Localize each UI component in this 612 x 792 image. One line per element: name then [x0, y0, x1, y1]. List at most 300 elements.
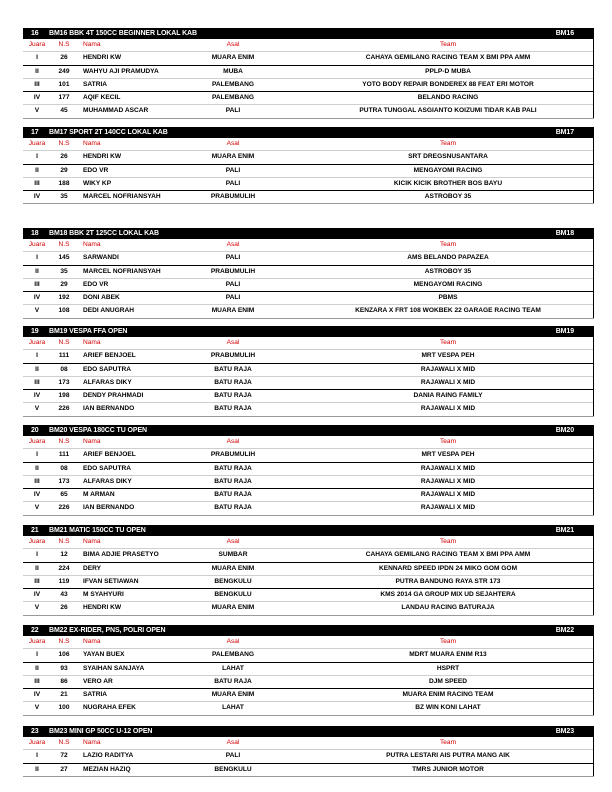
- cell-asal: BATU RAJA: [214, 464, 252, 472]
- cell-asal: MUARA ENIM: [211, 604, 255, 612]
- section-code: BM19: [555, 328, 574, 335]
- col-nama-header: Nama: [83, 339, 101, 346]
- cell-asal: BATU RAJA: [214, 378, 252, 386]
- section-title: BM22 EX-RIDER, PNS, POLRI OPEN: [49, 627, 166, 634]
- cell-juara: IV: [33, 294, 41, 302]
- cell-juara: II: [35, 464, 39, 472]
- table-row: [23, 475, 594, 488]
- cell-team: LANDAU RACING BATURAJA: [401, 604, 495, 612]
- cell-asal: BATU RAJA: [214, 365, 252, 373]
- col-asal-header: Asal: [226, 438, 240, 445]
- table-right-border: [593, 138, 594, 203]
- cell-juara: II: [35, 765, 39, 773]
- cell-juara: IV: [33, 94, 41, 102]
- cell-juara: III: [34, 577, 40, 585]
- section-header-bar: [23, 625, 594, 636]
- cell-ns: 188: [58, 179, 70, 187]
- cell-asal: LAHAT: [222, 664, 244, 672]
- table-row: [23, 389, 594, 402]
- cell-juara: I: [36, 153, 38, 161]
- table-row: [23, 376, 594, 389]
- col-ns-header: N.S: [58, 438, 70, 445]
- cell-nama: WAHYU AJI PRAMUDYA: [83, 67, 159, 75]
- column-header-row: [23, 737, 594, 749]
- cell-asal: MUARA ENIM: [211, 307, 255, 315]
- cell-team: AMS BELANDO PAPAZEA: [407, 254, 489, 262]
- cell-asal: PRABUMULIH: [210, 352, 256, 360]
- cell-juara: IV: [33, 691, 41, 699]
- cell-asal: LAHAT: [222, 704, 244, 712]
- section-code: BM17: [555, 129, 574, 136]
- cell-nama: M ARMAN: [83, 491, 115, 499]
- cell-juara: II: [35, 664, 39, 672]
- cell-ns: 198: [58, 392, 70, 400]
- cell-ns: 106: [58, 651, 70, 659]
- table-row: [23, 688, 594, 701]
- table-row: [23, 562, 594, 575]
- cell-juara: IV: [33, 193, 41, 201]
- section-title: BM17 SPORT 2T 140CC LOKAL KAB: [49, 129, 168, 136]
- col-nama-header: Nama: [83, 538, 101, 545]
- col-team-header: Team: [439, 739, 457, 746]
- cell-asal: BENGKULU: [214, 577, 252, 585]
- cell-team: KENNARD SPEED IPDN 24 MIKO GOM GOM: [378, 564, 518, 572]
- cell-nama: SATRIA: [83, 691, 108, 699]
- col-ns-header: N.S: [58, 241, 70, 248]
- section-header-bar: [23, 127, 594, 138]
- cell-asal: BATU RAJA: [214, 677, 252, 685]
- cell-team: ASTROBOY 35: [424, 267, 472, 275]
- table-row: [23, 150, 594, 163]
- table-row: [23, 51, 594, 64]
- table-right-border: [593, 436, 594, 515]
- cell-ns: 100: [58, 704, 70, 712]
- cell-team: MENGAYOMI RACING: [413, 166, 483, 174]
- cell-ns: 29: [60, 166, 68, 174]
- cell-nama: MARCEL NOFRIANSYAH: [83, 193, 161, 201]
- results-section: [23, 625, 594, 716]
- col-asal-header: Asal: [226, 41, 240, 48]
- cell-nama: ALFARAS DIKY: [83, 477, 132, 485]
- column-header-row: [23, 337, 594, 349]
- col-juara-header: Juara: [28, 739, 46, 746]
- cell-team: MRT VESPA PEH: [421, 451, 475, 459]
- cell-juara: IV: [33, 392, 41, 400]
- cell-ns: 72: [60, 752, 68, 760]
- results-section: [23, 326, 594, 417]
- section-title: BM18 BBK 2T 125CC LOKAL KAB: [49, 230, 159, 237]
- table-right-border: [593, 337, 594, 416]
- table-row: [23, 291, 594, 304]
- cell-juara: V: [34, 604, 40, 612]
- cell-juara: II: [35, 365, 39, 373]
- table-row: [23, 65, 594, 78]
- cell-team: CAHAYA GEMILANG RACING TEAM X BMI PPA AMM: [365, 551, 531, 559]
- cell-ns: 29: [60, 280, 68, 288]
- cell-nama: NUGRAHA EFEK: [83, 704, 136, 712]
- section-header-bar: [23, 525, 594, 536]
- cell-asal: PALEMBANG: [211, 94, 254, 102]
- section-title: BM21 MATIC 150CC TU OPEN: [49, 527, 146, 534]
- cell-asal: BATU RAJA: [214, 504, 252, 512]
- table-row: [23, 104, 594, 117]
- cell-team: CAHAYA GEMILANG RACING TEAM X BMI PPA AMM: [365, 54, 531, 62]
- cell-ns: 93: [60, 664, 68, 672]
- cell-ns: 08: [60, 365, 68, 373]
- cell-ns: 43: [60, 591, 68, 599]
- section-number: 17: [31, 129, 39, 136]
- cell-team: RAJAWALI X MID: [420, 464, 476, 472]
- results-section: [23, 425, 594, 516]
- cell-juara: III: [34, 677, 40, 685]
- cell-nama: EDO VR: [83, 280, 109, 288]
- section-code: BM22: [555, 627, 574, 634]
- col-team-header: Team: [439, 438, 457, 445]
- table-row: [23, 575, 594, 588]
- cell-team: PBMS: [438, 294, 458, 302]
- cell-juara: V: [34, 405, 40, 413]
- cell-ns: 224: [58, 564, 70, 572]
- cell-ns: 86: [60, 677, 68, 685]
- cell-juara: II: [35, 67, 39, 75]
- table-row: [23, 701, 594, 714]
- cell-juara: IV: [33, 591, 41, 599]
- results-section: [23, 127, 594, 204]
- cell-team: DANIA RAING FAMILY: [413, 392, 483, 400]
- cell-nama: BIMA ADJIE PRASETYO: [83, 551, 159, 559]
- section-title: BM23 MINI GP 50CC U-12 OPEN: [49, 728, 153, 735]
- cell-nama: IAN BERNANDO: [83, 405, 135, 413]
- cell-asal: BENGKULU: [214, 591, 252, 599]
- cell-nama: MEZIAN HAZIQ: [83, 765, 131, 773]
- cell-ns: 08: [60, 464, 68, 472]
- cell-team: ASTROBOY 35: [424, 193, 472, 201]
- section-header-bar: [23, 425, 594, 436]
- cell-team: SRT DREGSNUSANTARA: [408, 153, 488, 161]
- table-row: [23, 91, 594, 104]
- col-nama-header: Nama: [83, 41, 101, 48]
- col-juara-header: Juara: [28, 140, 46, 147]
- col-ns-header: N.S: [58, 140, 70, 147]
- col-juara-header: Juara: [28, 241, 46, 248]
- table-row: [23, 462, 594, 475]
- cell-ns: 27: [60, 765, 68, 773]
- table-right-border: [593, 737, 594, 776]
- cell-ns: 226: [58, 405, 70, 413]
- column-header-row: [23, 138, 594, 150]
- cell-asal: PALI: [225, 254, 241, 262]
- col-juara-header: Juara: [28, 538, 46, 545]
- cell-asal: MUARA ENIM: [211, 564, 255, 572]
- cell-juara: III: [34, 80, 40, 88]
- col-ns-header: N.S: [58, 339, 70, 346]
- table-row: [23, 278, 594, 291]
- cell-juara: I: [36, 651, 38, 659]
- cell-asal: PALEMBANG: [211, 80, 254, 88]
- cell-juara: V: [34, 107, 40, 115]
- table-row: [23, 164, 594, 177]
- section-title: BM20 VESPA 180CC TU OPEN: [49, 427, 147, 434]
- cell-nama: EDO SAPUTRA: [83, 464, 131, 472]
- cell-ns: 12: [60, 551, 68, 559]
- col-ns-header: N.S: [58, 638, 70, 645]
- cell-juara: V: [34, 307, 40, 315]
- table-row: [23, 177, 594, 190]
- table-right-border: [593, 39, 594, 118]
- col-juara-header: Juara: [28, 41, 46, 48]
- cell-nama: IAN BERNANDO: [83, 504, 135, 512]
- table-row: [23, 588, 594, 601]
- cell-nama: EDO VR: [83, 166, 109, 174]
- cell-juara: I: [36, 451, 38, 459]
- col-juara-header: Juara: [28, 438, 46, 445]
- section-title: BM16 BBK 4T 150CC BEGINNER LOKAL KAB: [49, 30, 197, 37]
- col-ns-header: N.S: [58, 41, 70, 48]
- cell-team: RAJAWALI X MID: [420, 378, 476, 386]
- cell-nama: SARWANDI: [83, 254, 119, 262]
- col-asal-header: Asal: [226, 638, 240, 645]
- cell-juara: I: [36, 551, 38, 559]
- column-header-row: [23, 536, 594, 548]
- cell-nama: HENDRI KW: [83, 54, 122, 62]
- cell-asal: BENGKULU: [214, 765, 252, 773]
- results-section: [23, 228, 594, 319]
- cell-juara: I: [36, 54, 38, 62]
- col-asal-header: Asal: [226, 739, 240, 746]
- cell-asal: PALI: [225, 179, 241, 187]
- cell-asal: BATU RAJA: [214, 477, 252, 485]
- cell-ns: 65: [60, 491, 68, 499]
- cell-asal: BATU RAJA: [214, 405, 252, 413]
- col-team-header: Team: [439, 41, 457, 48]
- cell-ns: 192: [58, 294, 70, 302]
- section-number: 18: [31, 230, 39, 237]
- cell-ns: 26: [60, 604, 68, 612]
- column-header-row: [23, 636, 594, 648]
- cell-asal: PALEMBANG: [211, 651, 254, 659]
- cell-ns: 35: [60, 267, 68, 275]
- column-header-row: [23, 239, 594, 251]
- col-asal-header: Asal: [226, 538, 240, 545]
- cell-nama: LAZIO RADITYA: [83, 752, 134, 760]
- cell-nama: M SYAHYURI: [83, 591, 124, 599]
- table-row: [23, 402, 594, 415]
- results-section: [23, 525, 594, 616]
- cell-team: KICIK KICIK BROTHER BOS BAYU: [393, 179, 503, 187]
- cell-juara: III: [34, 378, 40, 386]
- cell-team: RAJAWALI X MID: [420, 405, 476, 413]
- section-number: 20: [31, 427, 39, 434]
- cell-nama: ALFARAS DIKY: [83, 378, 132, 386]
- cell-ns: 173: [58, 378, 70, 386]
- col-nama-header: Nama: [83, 438, 101, 445]
- cell-ns: 101: [58, 80, 70, 88]
- cell-ns: 111: [58, 352, 70, 360]
- cell-team: KMS 2014 GA GROUP MIX UD SEJAHTERA: [380, 591, 516, 599]
- table-right-border: [593, 239, 594, 318]
- cell-ns: 177: [58, 94, 70, 102]
- table-row: [23, 648, 594, 661]
- section-number: 22: [31, 627, 39, 634]
- cell-nama: MARCEL NOFRIANSYAH: [83, 267, 161, 275]
- col-juara-header: Juara: [28, 638, 46, 645]
- cell-team: PUTRA TUNGGAL ASGIANTO KOIZUMI TIDAR KAB PALI: [359, 107, 537, 115]
- section-number: 16: [31, 30, 39, 37]
- cell-asal: PALI: [225, 107, 241, 115]
- table-row: [23, 349, 594, 362]
- col-asal-header: Asal: [226, 140, 240, 147]
- section-code: BM18: [555, 230, 574, 237]
- cell-ns: 249: [58, 67, 70, 75]
- cell-asal: MUARA ENIM: [211, 153, 255, 161]
- table-row: [23, 251, 594, 264]
- cell-juara: IV: [33, 491, 41, 499]
- col-ns-header: N.S: [58, 739, 70, 746]
- cell-team: RAJAWALI X MID: [420, 477, 476, 485]
- cell-nama: DENDY PRAHMADI: [83, 392, 144, 400]
- col-nama-header: Nama: [83, 241, 101, 248]
- cell-juara: III: [34, 280, 40, 288]
- table-row: [23, 662, 594, 675]
- cell-nama: SATRIA: [83, 80, 108, 88]
- cell-team: DJM SPEED: [428, 677, 468, 685]
- cell-team: RAJAWALI X MID: [420, 365, 476, 373]
- section-header-bar: [23, 28, 594, 39]
- cell-nama: MUHAMMAD ASCAR: [83, 107, 149, 115]
- cell-team: PUTRA BANDUNG RAYA STR 173: [395, 577, 501, 585]
- cell-juara: I: [36, 254, 38, 262]
- cell-nama: YAYAN BUEX: [83, 651, 125, 659]
- section-code: BM16: [555, 30, 574, 37]
- table-row: [23, 749, 594, 762]
- cell-nama: ARIEF BENJOEL: [83, 451, 136, 459]
- cell-nama: ARIEF BENJOEL: [83, 352, 136, 360]
- cell-ns: 119: [58, 577, 70, 585]
- cell-team: BZ WIN KONI LAHAT: [415, 704, 481, 712]
- cell-asal: MUARA ENIM: [211, 54, 255, 62]
- cell-nama: VERO AR: [83, 677, 113, 685]
- results-section: [23, 28, 594, 119]
- cell-asal: PALI: [225, 294, 241, 302]
- section-number: 19: [31, 328, 39, 335]
- cell-juara: I: [36, 352, 38, 360]
- cell-asal: PRABUMULIH: [210, 267, 256, 275]
- col-team-header: Team: [439, 241, 457, 248]
- section-code: BM20: [555, 427, 574, 434]
- cell-asal: PRABUMULIH: [210, 451, 256, 459]
- section-title: BM19 VESPA FFA OPEN: [49, 328, 128, 335]
- col-team-header: Team: [439, 140, 457, 147]
- table-row: [23, 763, 594, 776]
- results-section: [23, 726, 594, 777]
- cell-ns: 45: [60, 107, 68, 115]
- col-ns-header: N.S: [58, 538, 70, 545]
- cell-juara: II: [35, 166, 39, 174]
- cell-team: MDRT MUARA ENIM R13: [409, 651, 487, 659]
- cell-nama: EDO SAPUTRA: [83, 365, 131, 373]
- table-right-border: [593, 536, 594, 615]
- col-team-header: Team: [439, 638, 457, 645]
- cell-juara: V: [34, 504, 40, 512]
- cell-asal: PALI: [225, 166, 241, 174]
- section-header-bar: [23, 726, 594, 737]
- cell-nama: AQIF KECIL: [83, 94, 121, 102]
- cell-nama: WIKY KP: [83, 179, 112, 187]
- table-row: [23, 363, 594, 376]
- col-nama-header: Nama: [83, 638, 101, 645]
- cell-team: HSPRT: [436, 664, 460, 672]
- section-code: BM23: [555, 728, 574, 735]
- cell-team: TMRS JUNIOR MOTOR: [412, 765, 484, 773]
- cell-team: RAJAWALI X MID: [420, 504, 476, 512]
- table-row: [23, 190, 594, 203]
- cell-asal: MUARA ENIM: [211, 691, 255, 699]
- cell-team: MENGAYOMI RACING: [413, 280, 483, 288]
- cell-team: KENZARA X FRT 108 WOKBEK 22 GARAGE RACING TEAM: [355, 307, 541, 315]
- cell-asal: MUBA: [223, 67, 243, 75]
- cell-ns: 21: [60, 691, 68, 699]
- col-team-header: Team: [439, 339, 457, 346]
- cell-juara: V: [34, 704, 40, 712]
- cell-juara: III: [34, 179, 40, 187]
- cell-asal: PRABUMULIH: [210, 193, 256, 201]
- section-number: 21: [31, 527, 39, 534]
- table-row: [23, 304, 594, 317]
- cell-team: PUTRA LESTARI AIS PUTRA MANG AIK: [386, 752, 510, 760]
- cell-ns: 26: [60, 153, 68, 161]
- cell-ns: 35: [60, 193, 68, 201]
- table-row: [23, 548, 594, 561]
- table-row: [23, 448, 594, 461]
- col-nama-header: Nama: [83, 140, 101, 147]
- table-row: [23, 265, 594, 278]
- cell-nama: SYAIHAN SANJAYA: [83, 664, 145, 672]
- cell-nama: DEDI ANUGRAH: [83, 307, 135, 315]
- cell-juara: III: [34, 477, 40, 485]
- cell-juara: II: [35, 267, 39, 275]
- column-header-row: [23, 436, 594, 448]
- cell-ns: 26: [60, 54, 68, 62]
- cell-nama: DERY: [83, 564, 102, 572]
- table-row: [23, 501, 594, 514]
- cell-ns: 145: [58, 254, 70, 262]
- cell-juara: II: [35, 564, 39, 572]
- cell-nama: DONI ABEK: [83, 294, 120, 302]
- col-juara-header: Juara: [28, 339, 46, 346]
- cell-team: MRT VESPA PEH: [421, 352, 475, 360]
- col-nama-header: Nama: [83, 739, 101, 746]
- table-right-border: [593, 636, 594, 715]
- col-asal-header: Asal: [226, 339, 240, 346]
- cell-nama: HENDRI KW: [83, 153, 122, 161]
- cell-team: MUARA ENIM RACING TEAM: [402, 691, 494, 699]
- cell-ns: 108: [58, 307, 70, 315]
- section-header-bar: [23, 326, 594, 337]
- cell-nama: HENDRI KW: [83, 604, 122, 612]
- cell-asal: PALI: [225, 752, 241, 760]
- cell-team: PPLP-D MUBA: [425, 67, 471, 75]
- cell-team: YOTO BODY REPAIR BONDEREX 88 FEAT ERI MOTOR: [362, 80, 534, 88]
- cell-asal: BATU RAJA: [214, 491, 252, 499]
- section-header-bar: [23, 228, 594, 239]
- cell-ns: 173: [58, 477, 70, 485]
- cell-nama: IFVAN SETIAWAN: [83, 577, 139, 585]
- cell-juara: I: [36, 752, 38, 760]
- cell-asal: PALI: [225, 280, 241, 288]
- col-asal-header: Asal: [226, 241, 240, 248]
- section-code: BM21: [555, 527, 574, 534]
- cell-ns: 226: [58, 504, 70, 512]
